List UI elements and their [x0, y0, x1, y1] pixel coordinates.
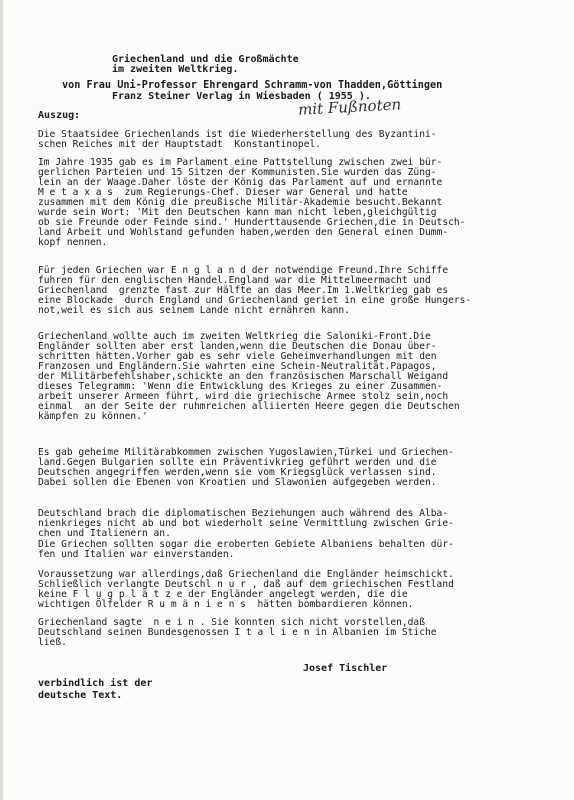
text-line: Die Griechen sollten sogar die eroberten Gebiete Albaniens behalten dür- — [38, 539, 454, 550]
text-line: der Militärbefehlshaber,schickte an den französischen Marschall Weigand — [38, 371, 449, 382]
signature: Josef Tischler — [303, 663, 388, 674]
text-line: land.Gegen Bulgarien sollte ein Präventivkrieg geführt werden und die — [38, 457, 437, 468]
text-line: einmal an der Seite der ruhmreichen alliierten Heere gegen die Deutschen — [38, 401, 460, 412]
text-line: schritten hätten.Vorher gab es sehr viele Geheimverhandlungen mit den — [38, 351, 437, 362]
text-line: wurde sein Wort: 'Mit den Deutschen kann man nicht leben,gleichgültig — [38, 207, 437, 218]
text-line: Die Staatsidee Griechenlands ist die Wiederherstellung des Byzantini- — [38, 129, 437, 140]
text-line: kämpfen zu können.' — [38, 411, 148, 422]
text-line: dieses Telegramm: 'Wenn die Entwicklung des Krieges zu einer Zusammen- — [38, 381, 443, 392]
text-line: chen und Italienern an. — [38, 528, 171, 539]
text-line: schen Reiches mit der Hauptstadt Konstantinopel. — [38, 139, 322, 150]
text-line: Deutschen angegriffen werden,wenn sie vom Kriegsglück verlassen sind. — [38, 467, 437, 478]
author-line: von Frau Uni-Professor Ehrengard Schramm-von Thadden,Göttingen — [62, 80, 443, 91]
text-line: Voraussetzung war allerdings,daß Griechenland die Engländer heimschickt. — [38, 569, 454, 580]
text-line: Schließlich verlangte Deutschl n u r , daß auf dem griechischen Festland — [38, 579, 454, 590]
text-line: nienkrieges nicht ab und bot wiederholt seine Vermittlung zwischen Grie- — [38, 518, 454, 529]
text-line: zusammen mit dem König die preußische Militär-Akademie besucht.Bekannt — [38, 197, 443, 208]
title-line-2: im zweiten Weltkrieg. — [112, 64, 239, 75]
text-line: Im Jahre 1935 gab es im Parlament eine Pattstellung zwischen zwei bür- — [38, 157, 443, 168]
text-line: Engländer sollten aber erst landen,wenn die Deutschen die Donau über- — [38, 341, 437, 352]
text-line: Deutschland seinen Bundesgenossen I t a l i e n in Albanien im Stiche — [38, 627, 437, 638]
text-line: wichtigen Ölfelder R u m ä n i e n s hätten bombardieren können. — [38, 599, 414, 610]
excerpt-label: Auszug: — [38, 110, 81, 121]
text-line: Dabei sollen die Ebenen von Kroatien und Slawonien aufgegeben werden. — [38, 477, 437, 488]
text-line: Griechenland sagte n e i n . Sie konnten sich nicht vorstellen,daß — [38, 617, 425, 628]
text-line: lein an der Waage.Daher löste der König das Parlament auf und ernannte — [38, 177, 443, 188]
text-line: fen und Italien war einverstanden. — [38, 549, 235, 560]
text-line: Franzosen und Engländern.Sie wahrten eine Schein-Neutralität.Papagos, — [38, 361, 437, 372]
text-line: keine F l u g p l ä t z e der Engländer angelegt werden, die die — [38, 589, 408, 600]
text-line: land Arbeit und Wohlstand gefunden haben,werden den General einen Dumm- — [38, 227, 449, 238]
text-line: not,weil es sich aus seinem Lande nicht ernähren kann. — [38, 305, 350, 316]
text-line: eine Blockade durch England und Griechenland geriet in eine große Hungers- — [38, 295, 472, 306]
footer-line-2: deutsche Text. — [38, 690, 123, 701]
text-line: ob sie Freunde oder Feinde sind.' Hunderttausende Griechen,die in Deutsch- — [38, 217, 466, 228]
text-line: M e t a x a s zum Regierungs-Chef. Dieser war General und hatte — [38, 187, 408, 198]
footer-line-1: verbindlich ist der — [38, 678, 153, 689]
text-line: Deutschland brach die diplomatischen Beziehungen auch während des Alba- — [38, 508, 449, 519]
text-line: Für jeden Griechen war E n g l a n d der notwendige Freund.Ihre Schiffe — [38, 265, 449, 276]
text-line: arbeit unserer Armeen führt, wird die griechische Armee stolz sein,noch — [38, 391, 449, 402]
text-line: ließ. — [38, 637, 67, 648]
title-line-1: Griechenland und die Großmächte — [112, 54, 299, 65]
text-line: gerlichen Parteien und 15 Sitzen der Kommunisten.Sie wurden das Züng- — [38, 167, 437, 178]
publisher-line: Franz Steiner Verlag in Wiesbaden ( 1955 ). — [112, 91, 371, 102]
page-edge-shadow — [0, 0, 3, 800]
handwritten-note: mit Fußnoten — [297, 95, 402, 119]
text-line: Griechenland grenzte fast zur Hälfte an das Meer.Im 1.Weltkrieg gab es — [38, 285, 449, 296]
text-line: kopf nennen. — [38, 237, 108, 248]
text-line: Griechenland wollte auch im zweiten Weltkrieg die Saloniki-Front.Die — [38, 331, 431, 342]
text-line: Es gab geheime Militärabkommen zwischen Yugoslawien,Türkei und Griechen- — [38, 447, 454, 458]
text-line: fuhren für den englischen Handel.England war die Mittelmeermacht und — [38, 275, 431, 286]
